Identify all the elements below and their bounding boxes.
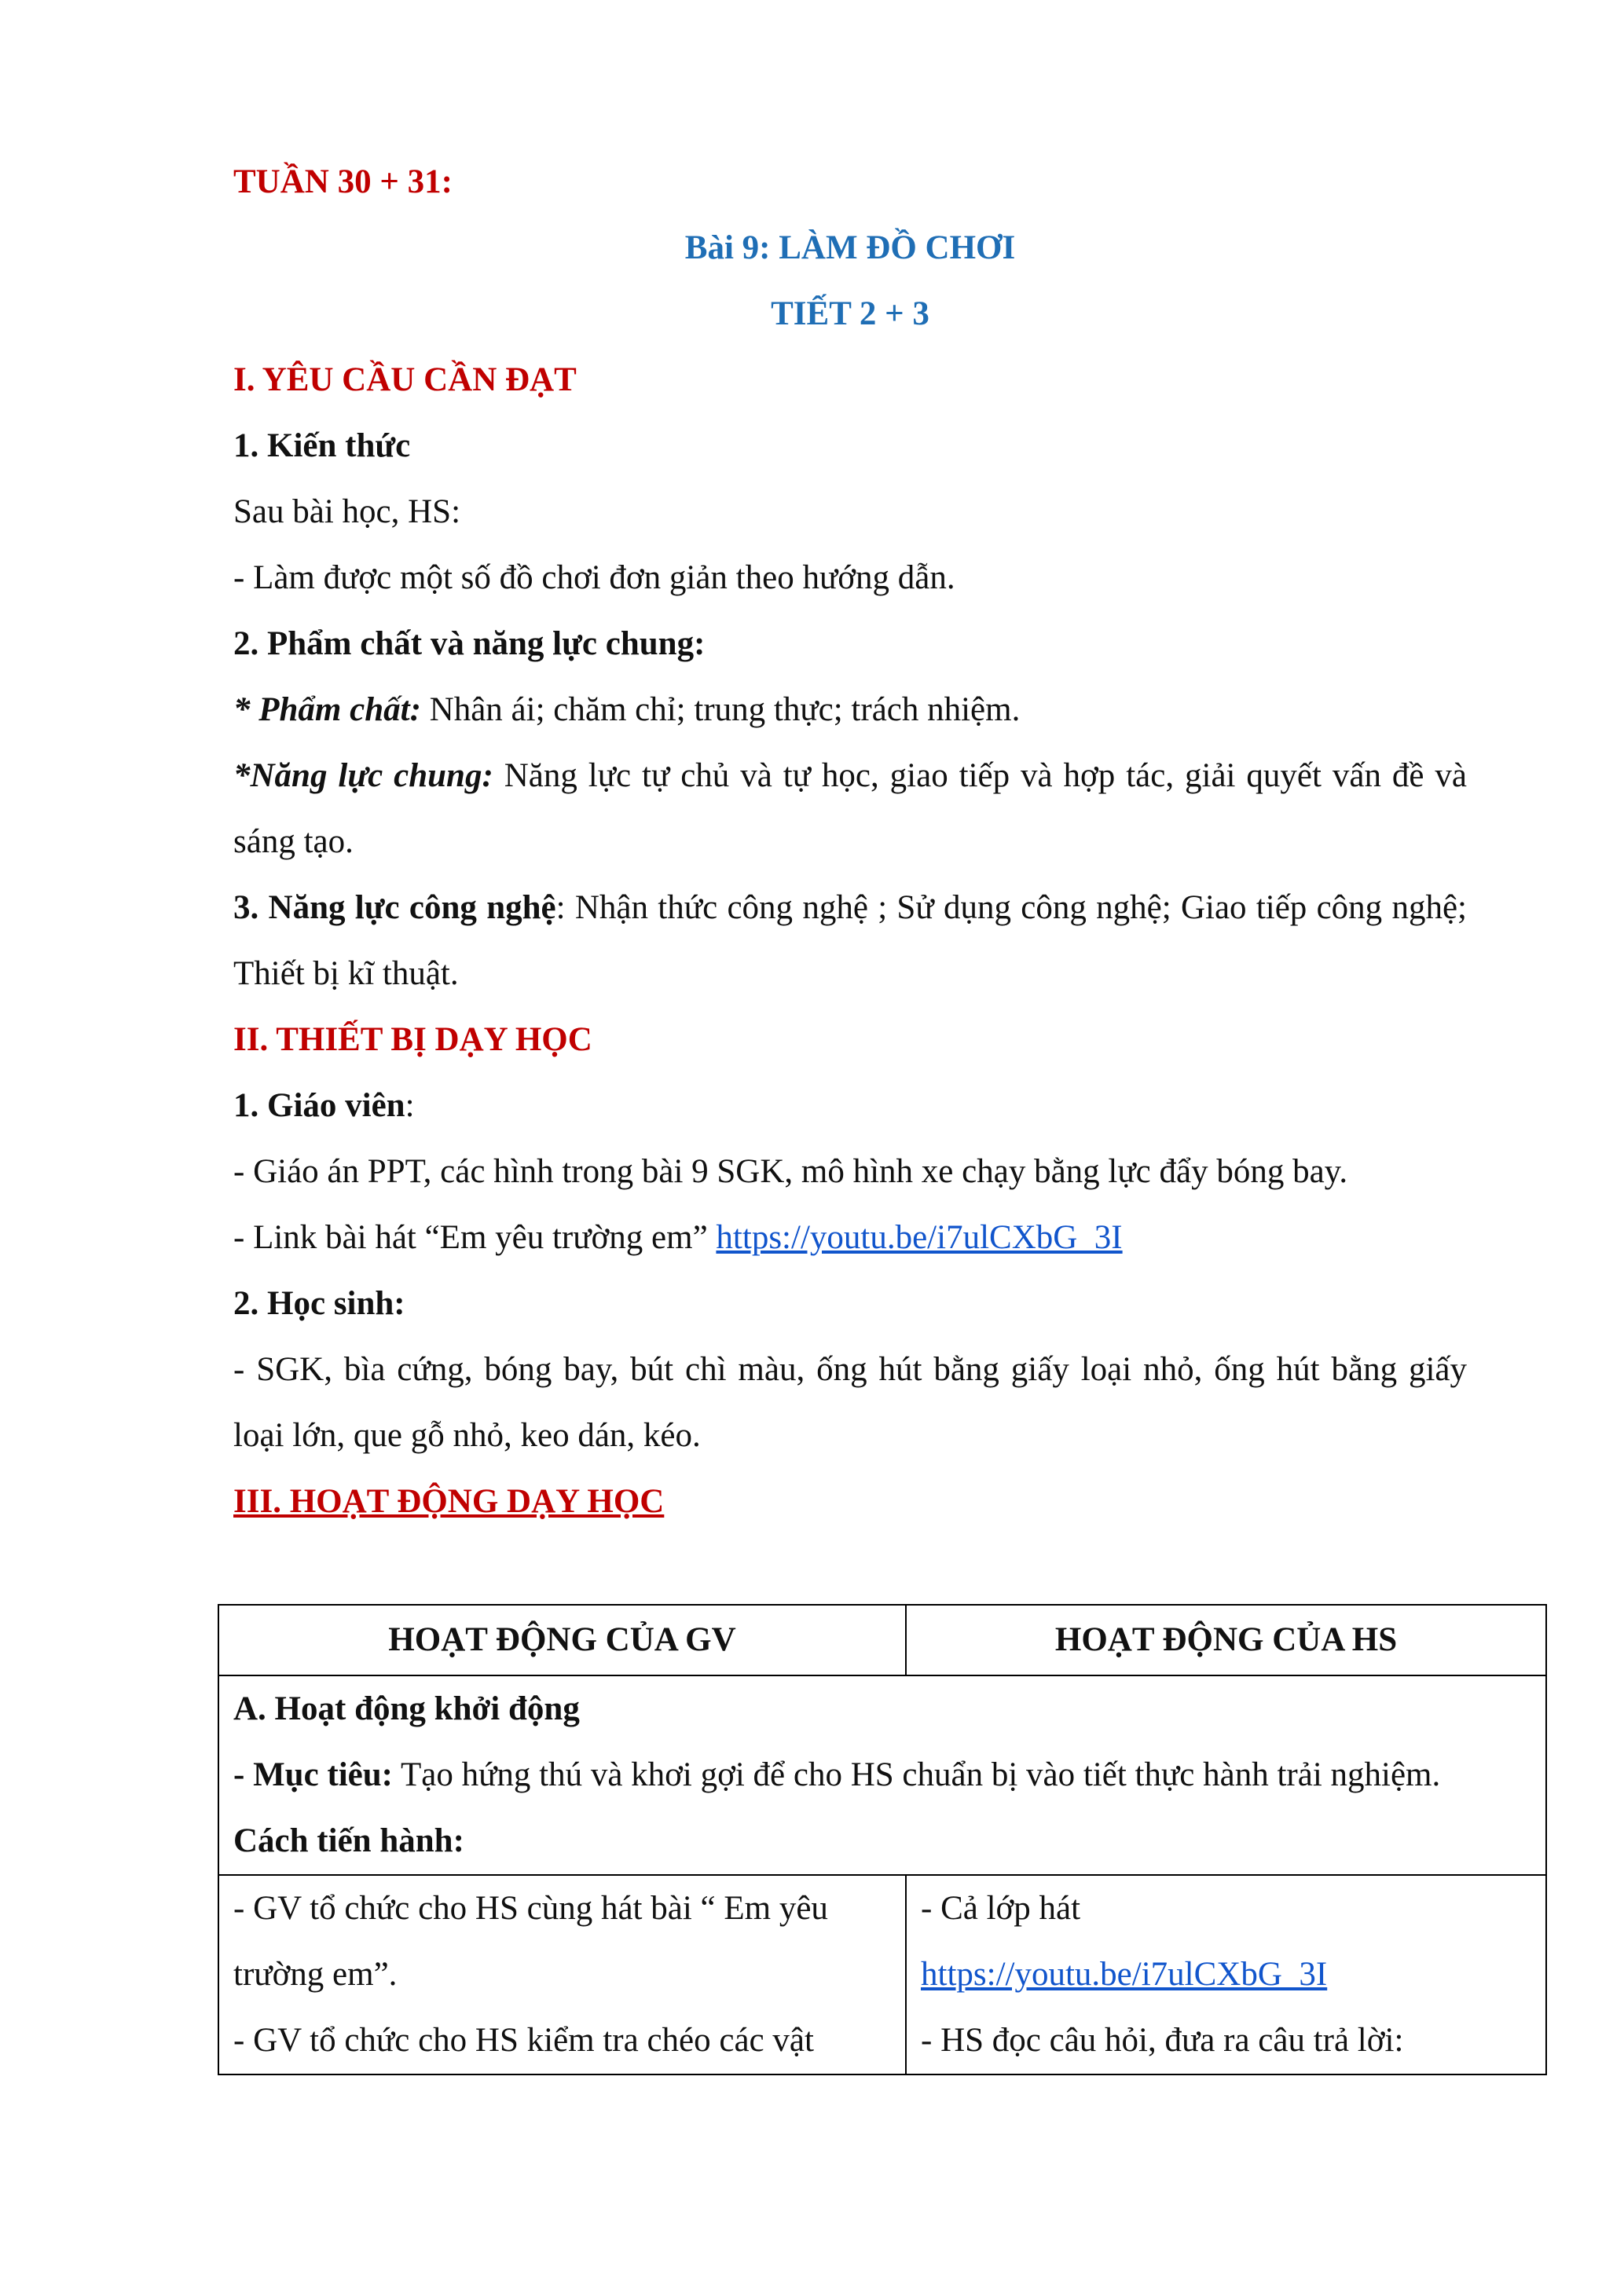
table-header-row <box>218 1605 1546 1675</box>
teacher-heading-line <box>233 1073 1467 1139</box>
gv-line-1: - GV tổ chức cho HS cùng hát bài “ Em yêu trường em”. <box>233 1890 828 1993</box>
header-hs: HOẠT ĐỘNG CỦA HS <box>906 1605 1546 1675</box>
student-heading: 2. Học sinh: <box>233 1285 405 1322</box>
quality-text: Nhân ái; chăm chỉ; trung thực; trách nhiệm. <box>420 691 1021 728</box>
hs-song-link[interactable]: https://youtu.be/i7ulCXbG_3I <box>921 1956 1328 1993</box>
hs-line-1: - Cả lớp hát <box>921 1890 1081 1927</box>
lesson-title: Bài 9: LÀM ĐỒ CHƠI <box>684 229 1016 266</box>
part-a-title: A. Hoạt động khởi động <box>233 1690 580 1727</box>
section-1-title: I. YÊU CẦU CẦN ĐẠT <box>233 361 577 398</box>
competence-label: *Năng lực chung: <box>233 757 493 794</box>
objective-text: Tạo hứng thú và khơi gợi để cho HS chuẩn bị vào tiết thực hành trải nghiệm. <box>393 1756 1441 1793</box>
song-link[interactable]: https://youtu.be/i7ulCXbG_3I <box>716 1219 1123 1256</box>
header-gv: HOẠT ĐỘNG CỦA GV <box>218 1605 906 1675</box>
procedure-label: Cách tiến hành: <box>233 1822 464 1859</box>
knowledge-item: - Làm được một số đồ chơi đơn giản theo hướng dẫn. <box>233 559 955 596</box>
table-row <box>218 1875 1546 2074</box>
tech-paragraph <box>233 875 1467 1007</box>
week-label: TUẦN 30 + 31: <box>233 163 453 200</box>
hs-line-2: - HS đọc câu hỏi, đưa ra câu trả lời: <box>921 2022 1404 2059</box>
period-title: TIẾT 2 + 3 <box>771 295 929 332</box>
objective-label: - Mục tiêu: <box>233 1756 393 1793</box>
student-item: - SGK, bìa cứng, bóng bay, bút chì màu, ống hút bằng giấy loại nhỏ, ống hút bằng giấy loại lớn, que gỗ nhỏ, keo dán, kéo. <box>233 1351 1467 1454</box>
teacher-item-2 <box>233 1205 1467 1271</box>
song-label: - Link bài hát “Em yêu trường em” <box>233 1219 717 1256</box>
qualities-heading: 2. Phẩm chất và năng lực chung: <box>233 625 706 662</box>
gv-cell <box>218 1875 906 2074</box>
tech-label: 3. Năng lực công nghệ <box>233 889 556 926</box>
quality-label: * Phẩm chất: <box>233 691 421 728</box>
competence-paragraph <box>233 743 1467 875</box>
teacher-item-1: - Giáo án PPT, các hình trong bài 9 SGK, mô hình xe chạy bằng lực đẩy bóng bay. <box>233 1153 1348 1190</box>
knowledge-intro: Sau bài học, HS: <box>233 493 461 530</box>
competence-text: Năng lực tự chủ và tự học, giao tiếp và hợp tác, giải quyết vấn đề và sáng tạo. <box>233 757 1467 860</box>
quality-paragraph <box>233 677 1467 743</box>
tech-text: : Nhận thức công nghệ ; Sử dụng công nghệ; Giao tiếp công nghệ; Thiết bị kĩ thuật. <box>233 889 1468 992</box>
objective-line <box>233 1742 1531 1808</box>
section-2-title: II. THIẾT BỊ DẠY HỌC <box>233 1021 592 1058</box>
hs-link-line <box>921 1942 1531 2008</box>
teacher-heading: 1. Giáo viên <box>233 1087 405 1124</box>
table-row <box>218 1675 1546 1875</box>
section-3-title: III. HOẠT ĐỘNG DẠY HỌC <box>233 1483 665 1520</box>
knowledge-heading: 1. Kiến thức <box>233 427 411 464</box>
gv-line-2: - GV tổ chức cho HS kiểm tra chéo các vật <box>233 2022 814 2059</box>
document-body <box>233 149 1467 1535</box>
hs-cell <box>906 1875 1546 2074</box>
teacher-heading-colon: : <box>405 1087 415 1124</box>
part-a-cell <box>218 1675 1546 1875</box>
activities-table <box>218 1604 1547 2075</box>
